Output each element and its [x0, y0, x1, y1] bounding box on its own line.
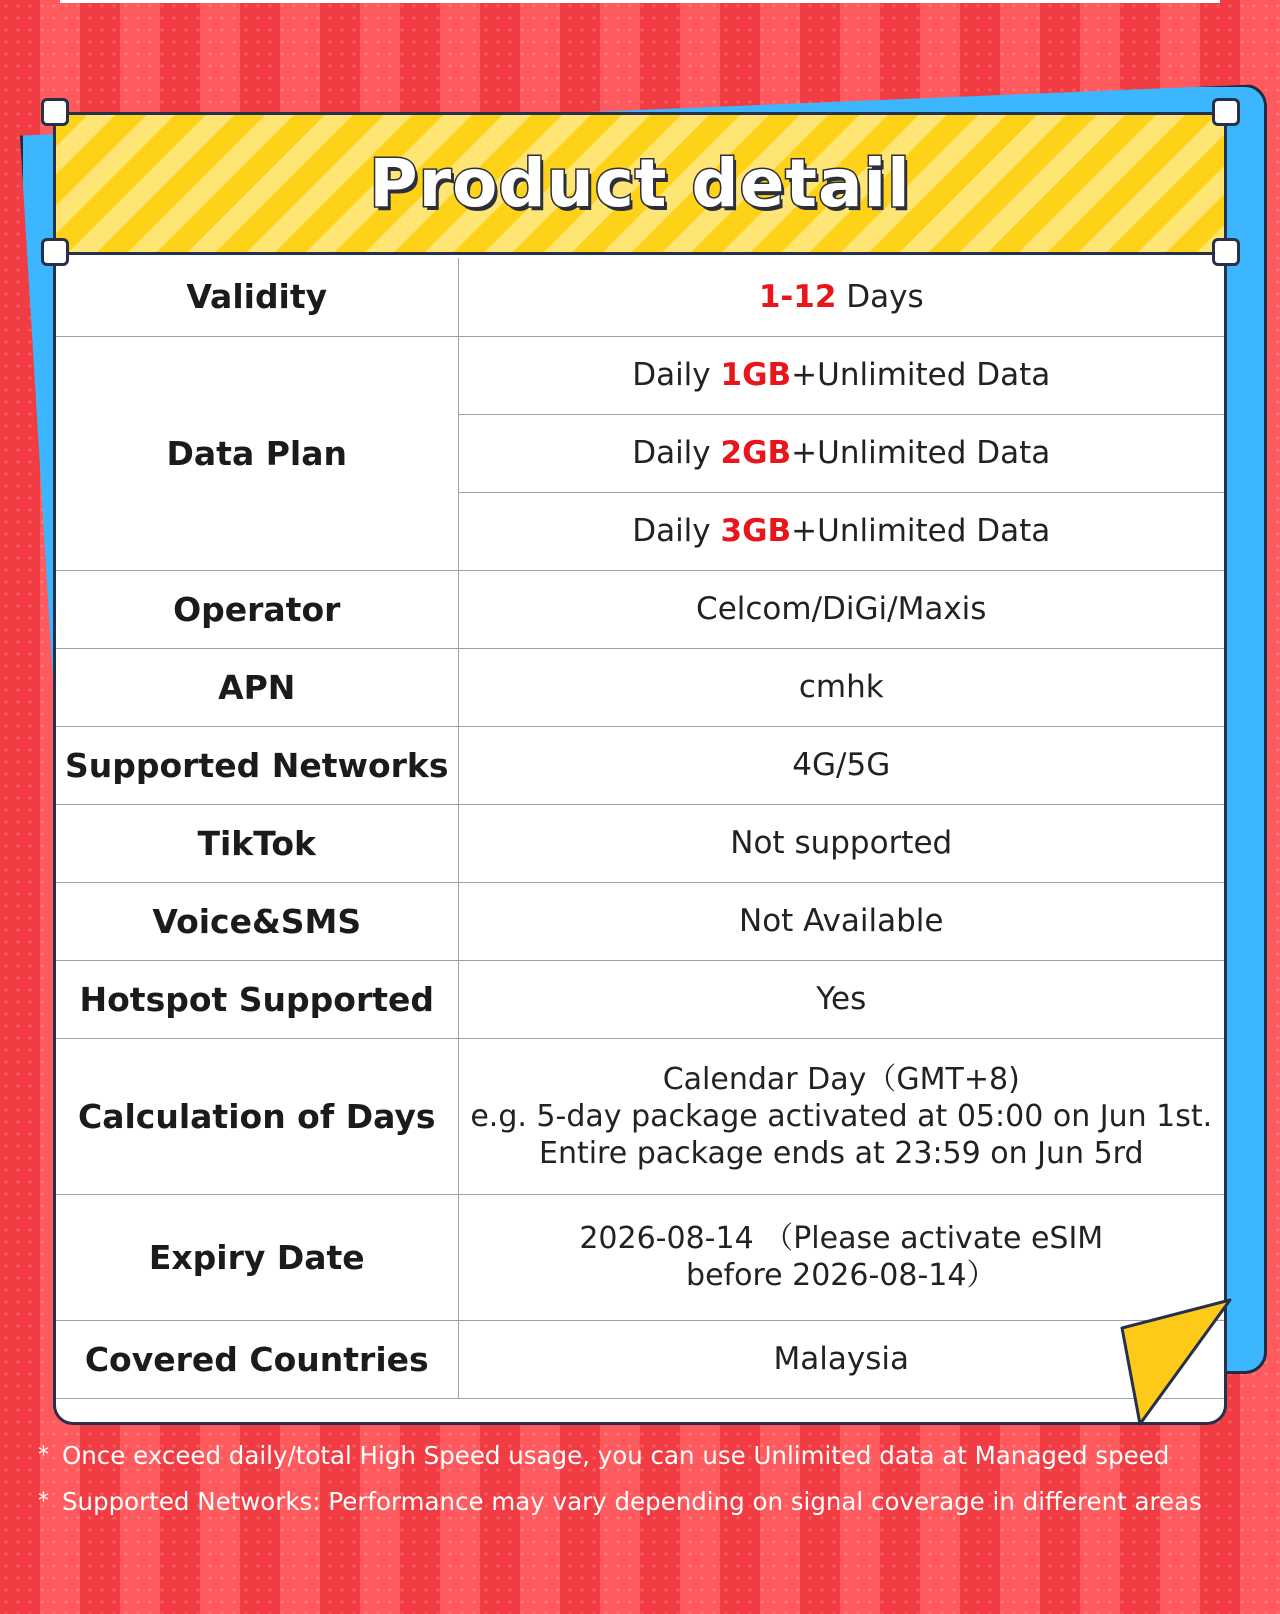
plan-amount-highlight: 2GB — [720, 435, 792, 471]
expiry-line: 2026-08-14 （Please activate eSIM — [579, 1221, 1104, 1256]
plan-amount-highlight: 3GB — [720, 513, 792, 549]
apn-value: cmhk — [458, 648, 1224, 726]
table-row-hotspot — [56, 960, 1224, 1038]
top-white-strip — [60, 0, 1220, 3]
asterisk-icon: * — [38, 1443, 49, 1468]
data-plan-label: Data Plan — [56, 336, 458, 570]
footnote — [38, 1433, 1258, 1479]
table-row-apn — [56, 648, 1224, 726]
validity-unit: Days — [836, 278, 924, 315]
plan-prefix: Daily — [632, 357, 721, 393]
expiry-value — [458, 1194, 1224, 1320]
product-detail-card — [53, 112, 1227, 1425]
validity-highlight: 1-12 — [758, 278, 837, 315]
footnote-text: Supported Networks: Performance may vary depending on signal coverage in different areas — [62, 1487, 1202, 1516]
page-curl-fold — [1120, 1298, 1238, 1426]
corner-handle-bottom-right — [1212, 238, 1240, 266]
countries-label: Covered Countries — [56, 1320, 458, 1398]
table-row-operator — [56, 570, 1224, 648]
data-plan-value-1 — [458, 336, 1224, 414]
asterisk-icon: * — [38, 1489, 49, 1514]
data-plan-value-3 — [458, 492, 1224, 570]
plan-suffix: +Unlimited Data — [791, 357, 1051, 393]
table-row-tiktok — [56, 804, 1224, 882]
corner-handle-top-left — [41, 98, 69, 126]
voice-sms-value: Not Available — [458, 882, 1224, 960]
data-plan-value-2 — [458, 414, 1224, 492]
table-row-covered-countries — [56, 1320, 1224, 1398]
plan-prefix: Daily — [632, 435, 721, 471]
calc-days-line: Entire package ends at 23:59 on Jun 5rd — [538, 1135, 1144, 1171]
calc-days-line: Calendar Day（GMT+8) — [662, 1061, 1020, 1097]
hotspot-label: Hotspot Supported — [56, 960, 458, 1038]
validity-label: Validity — [56, 258, 458, 336]
networks-label: Supported Networks — [56, 726, 458, 804]
plan-prefix: Daily — [632, 513, 721, 549]
page-title: Product detail — [369, 145, 911, 222]
voice-sms-label: Voice&SMS — [56, 882, 458, 960]
operator-label: Operator — [56, 570, 458, 648]
hotspot-value: Yes — [458, 960, 1224, 1038]
table-row-data-plan-1 — [56, 336, 1224, 414]
footnotes — [38, 1433, 1258, 1525]
expiry-line: before 2026-08-14） — [686, 1258, 997, 1293]
tiktok-value: Not supported — [458, 804, 1224, 882]
plan-suffix: +Unlimited Data — [791, 513, 1051, 549]
corner-handle-bottom-left — [41, 238, 69, 266]
tiktok-label: TikTok — [56, 804, 458, 882]
networks-value: 4G/5G — [458, 726, 1224, 804]
operator-value: Celcom/DiGi/Maxis — [458, 570, 1224, 648]
table-row-networks — [56, 726, 1224, 804]
corner-handle-top-right — [1212, 98, 1240, 126]
table-row-expiry-date — [56, 1194, 1224, 1320]
table-row-voice-sms — [56, 882, 1224, 960]
apn-label: APN — [56, 648, 458, 726]
calc-days-label: Calculation of Days — [56, 1038, 458, 1194]
plan-amount-highlight: 1GB — [720, 357, 792, 393]
countries-value: Malaysia — [458, 1320, 1224, 1398]
title-banner — [56, 115, 1224, 255]
table-row-calculation-of-days — [56, 1038, 1224, 1194]
detail-table — [56, 258, 1224, 1399]
footnote-text: Once exceed daily/total High Speed usage, you can use Unlimited data at Managed speed — [62, 1441, 1170, 1470]
calc-days-value — [458, 1038, 1224, 1194]
calc-days-line: e.g. 5-day package activated at 05:00 on Jun 1st. — [470, 1098, 1213, 1134]
validity-value — [458, 258, 1224, 336]
table-row-validity — [56, 258, 1224, 336]
expiry-label: Expiry Date — [56, 1194, 458, 1320]
footnote — [38, 1479, 1258, 1525]
plan-suffix: +Unlimited Data — [791, 435, 1051, 471]
